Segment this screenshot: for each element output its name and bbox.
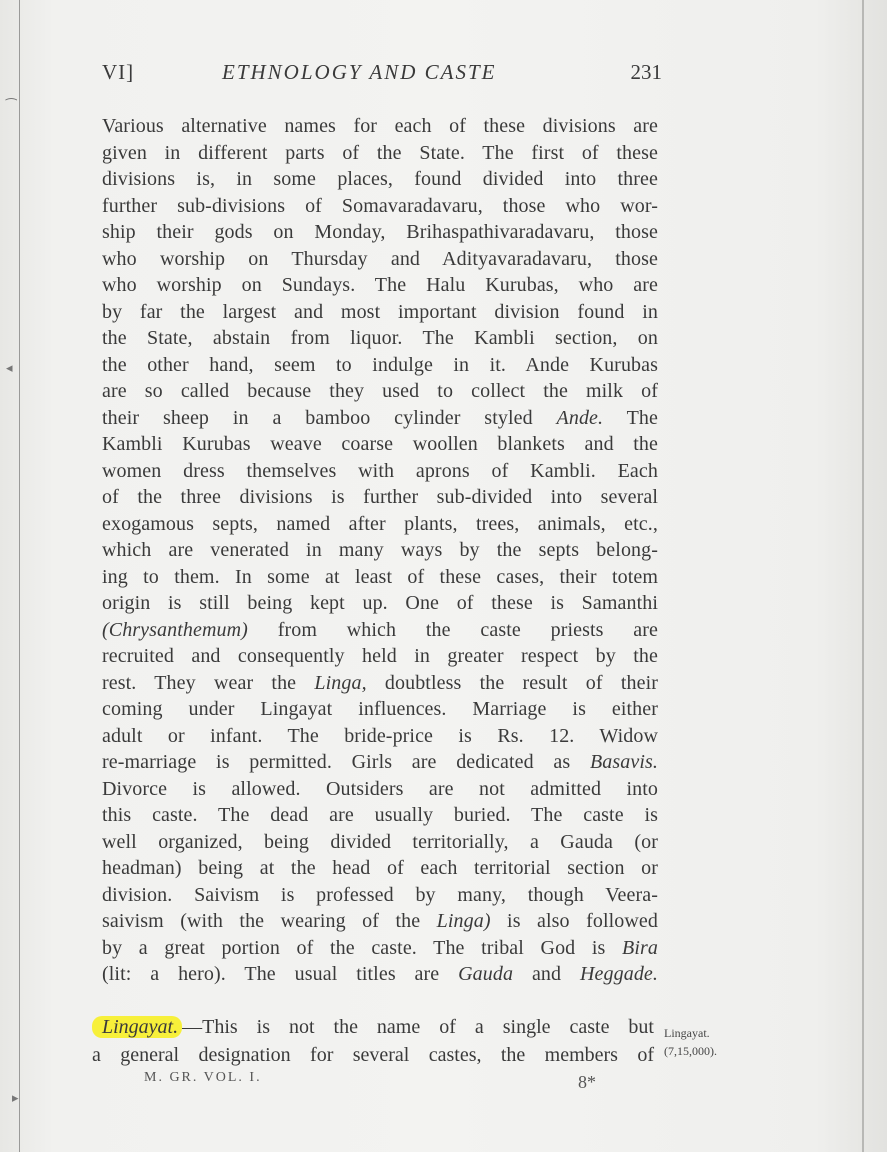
text-line: (lit: a hero). The usual titles are Gauda and Heggade. bbox=[102, 963, 658, 985]
text-line: rest. They wear the Linga, doubtless the result of their bbox=[102, 671, 659, 694]
running-title: ETHNOLOGY AND CASTE bbox=[222, 60, 497, 84]
binding-mark-icon: ▸ bbox=[12, 1090, 19, 1105]
binding-edge bbox=[19, 0, 20, 1152]
text-line: divisions is, in some places, found divided into three bbox=[102, 168, 658, 190]
page-footer bbox=[144, 1070, 604, 1092]
text-line: ing to them. In some at least of these cases, their totem bbox=[102, 565, 658, 588]
lingayat-paragraph bbox=[92, 1013, 654, 1069]
text-line: this caste. The dead are usually buried. The caste is bbox=[102, 804, 658, 826]
text-line: ship their gods on Monday, Brihaspathivaradavaru, those bbox=[102, 221, 658, 243]
text-line: Divorce is allowed. Outsiders are not admitted into bbox=[102, 777, 658, 800]
binding-mark-icon: ◂ bbox=[6, 360, 13, 375]
text-line: adult or infant. The bride-price is Rs. 12. Widow bbox=[102, 724, 658, 747]
text-line: Kambli Kurubas weave coarse woollen blankets and the bbox=[102, 433, 658, 455]
text-line: well organized, being divided territorially, a Gauda (or bbox=[102, 830, 658, 853]
margin-note bbox=[664, 1024, 754, 1060]
text-line: recruited and consequently held in greater respect by the bbox=[102, 645, 658, 667]
text-line: by far the largest and most important division found in bbox=[102, 300, 658, 323]
text-line: the State, abstain from liquor. The Kambli section, on bbox=[102, 327, 658, 349]
page-number: 231 bbox=[630, 60, 662, 84]
text-line: Lingayat. —This is not the name of a single caste but bbox=[92, 1013, 654, 1041]
signature-number: 8* bbox=[578, 1072, 596, 1092]
margin-note-population: (7,15,000). bbox=[664, 1044, 717, 1058]
binding-mark-icon: ⁀ bbox=[6, 98, 17, 113]
text-line: re-marriage is permitted. Girls are dedicated as Basavis. bbox=[102, 751, 658, 773]
text-line: of the three divisions is further sub-divided into several bbox=[102, 486, 658, 508]
text-line: saivism (with the wearing of the Linga) is also followed bbox=[102, 910, 658, 932]
text-line: who worship on Thursday and Adityavaradavaru, those bbox=[102, 247, 658, 270]
text-line: women dress themselves with aprons of Kambli. Each bbox=[102, 459, 658, 482]
text-line: exogamous septs, named after plants, trees, animals, etc., bbox=[102, 512, 658, 535]
text-line: who worship on Sundays. The Halu Kurubas, who are bbox=[102, 274, 658, 296]
text-line: origin is still being kept up. One of these is Samanthi bbox=[102, 592, 658, 614]
signature-mark: M. GR. VOL. I. bbox=[144, 1070, 262, 1085]
text-line: which are venerated in many ways by the septs belong- bbox=[102, 539, 658, 561]
text-line: Various alternative names for each of these divisions are bbox=[102, 115, 658, 137]
text-line: division. Saivism is professed by many, though Veera- bbox=[102, 883, 658, 906]
text-line: (Chrysanthemum) from which the caste priests are bbox=[102, 618, 658, 641]
chapter-number: VI] bbox=[102, 60, 135, 84]
text-line: headman) being at the head of each territorial section or bbox=[102, 857, 658, 879]
text-line: by a great portion of the caste. The tribal God is Bira bbox=[102, 936, 658, 959]
highlighted-heading: Lingayat. bbox=[92, 1016, 182, 1038]
text-line: further sub-divisions of Somavaradavaru, those who wor- bbox=[102, 194, 658, 217]
page-right-edge bbox=[862, 0, 864, 1152]
margin-note-title: Lingayat. bbox=[664, 1026, 710, 1040]
text-line: their sheep in a bamboo cylinder styled Ande. The bbox=[102, 406, 658, 429]
page-header bbox=[102, 60, 662, 92]
text-line: given in different parts of the State. The first of these bbox=[102, 141, 658, 164]
text-line: the other hand, seem to indulge in it. Ande Kurubas bbox=[102, 353, 658, 376]
body-paragraph bbox=[102, 113, 658, 988]
text-line: coming under Lingayat influences. Marriage is either bbox=[102, 698, 658, 720]
text-line: a general designation for several castes, the members of bbox=[92, 1044, 654, 1066]
text-line: are so called because they used to collect the milk of bbox=[102, 380, 658, 402]
